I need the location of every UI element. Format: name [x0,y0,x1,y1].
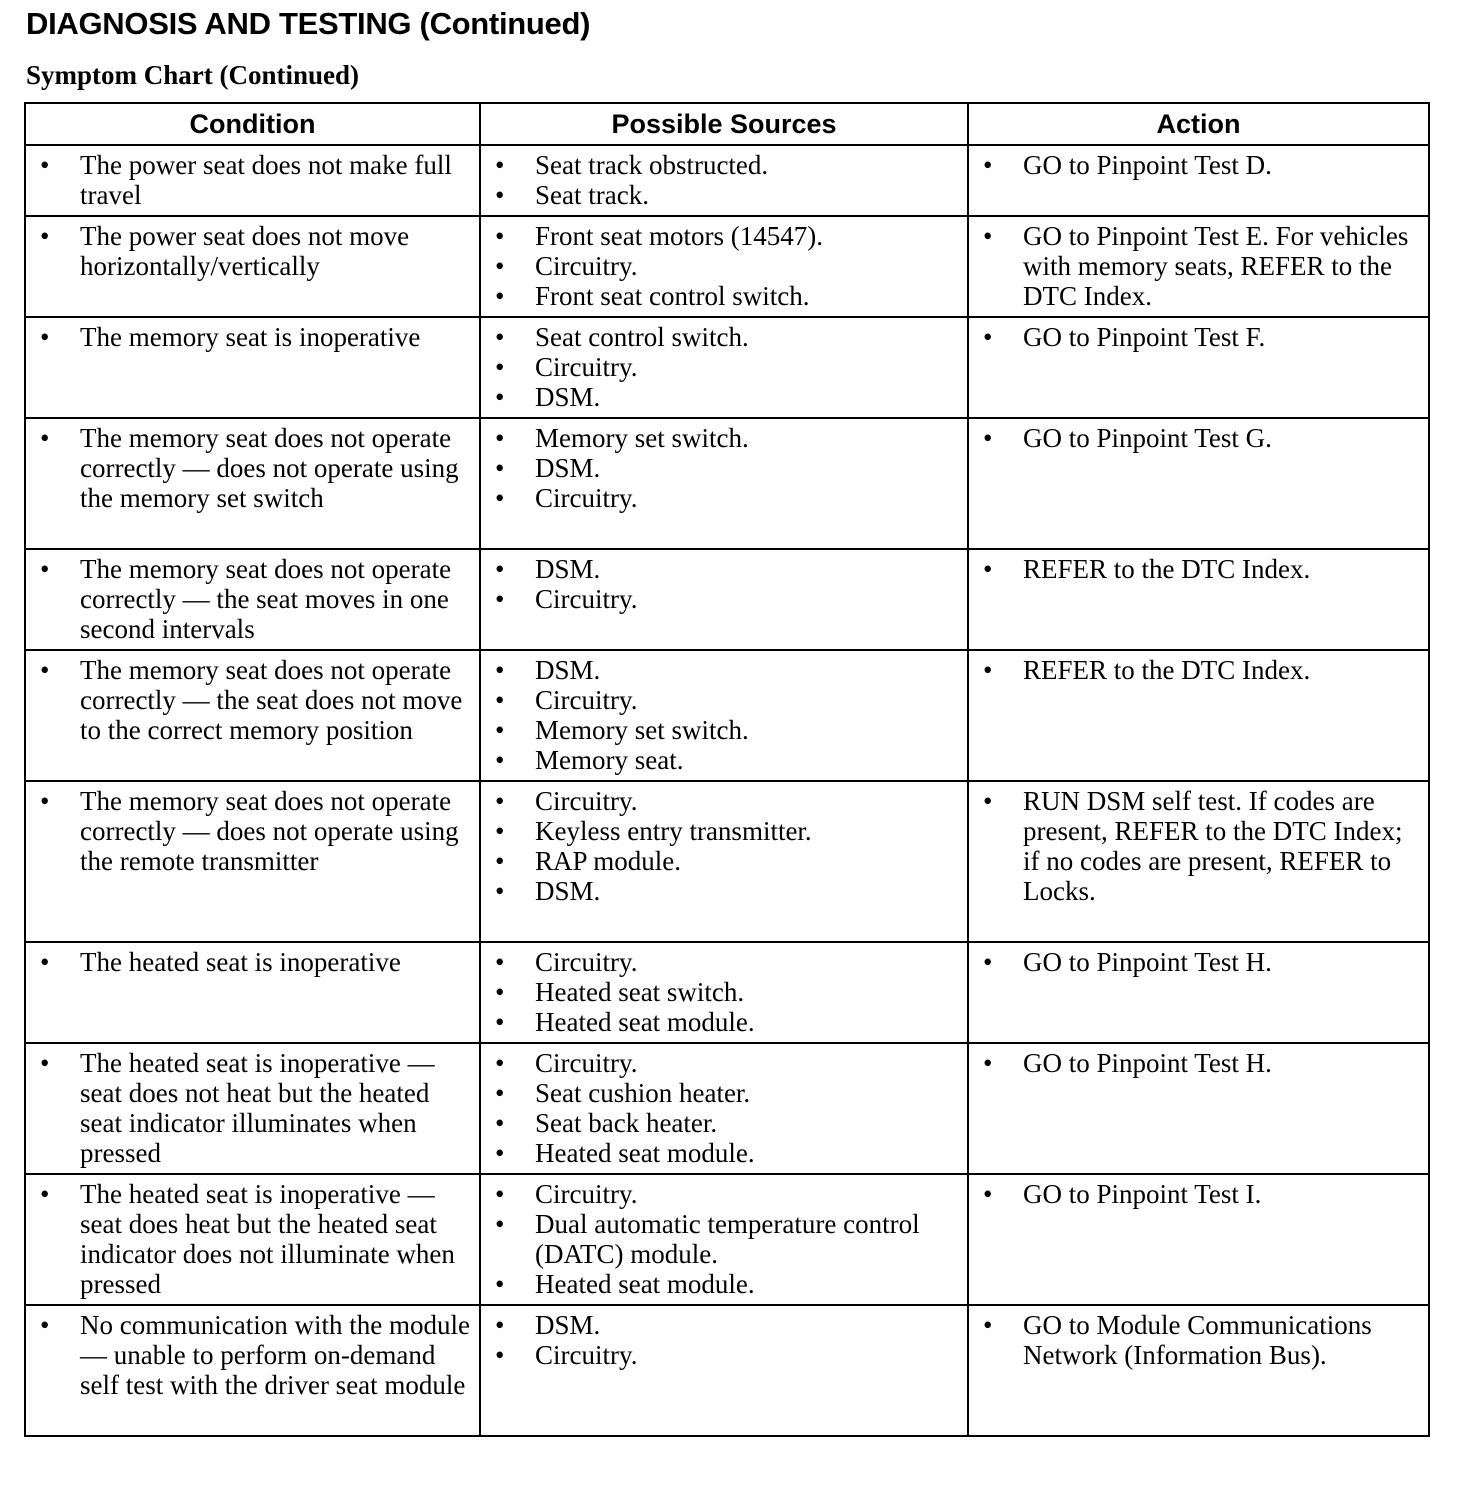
list-item: • The memory seat does not operate correctly — the seat does not move to the correct memory position [34,655,471,745]
column-header-possible-sources: Possible Sources [480,103,968,145]
list-item: • Circuitry. [489,786,959,816]
action-cell [968,216,1429,317]
possible-sources-cell [480,1174,968,1305]
list-item: • Circuitry. [489,947,959,977]
list-item: • Keyless entry transmitter. [489,816,959,846]
possible-sources-cell [480,418,968,549]
table-row [25,549,1429,650]
list-item: • Heated seat switch. [489,977,959,1007]
bullet-list [977,947,1420,977]
bullet-list [34,786,471,876]
list-item: • GO to Pinpoint Test H. [977,1048,1420,1078]
list-item: • RAP module. [489,846,959,876]
symptom-chart-table [24,102,1430,1437]
bullet-list [489,322,959,412]
list-item: • GO to Module Communications Network (Information Bus). [977,1310,1420,1370]
condition-cell [25,317,480,418]
list-item: • Circuitry. [489,584,959,614]
bullet-list [34,655,471,745]
table-row [25,1174,1429,1305]
list-item: • The heated seat is inoperative — seat does not heat but the heated seat indicator illuminates when pressed [34,1048,471,1168]
bullet-list [977,423,1420,453]
bullet-list [977,1310,1420,1370]
bullet-list [489,1179,959,1299]
list-item: • Circuitry. [489,685,959,715]
condition-cell [25,549,480,650]
bullet-list [977,786,1420,906]
condition-cell [25,1043,480,1174]
chart-subheading: Symptom Chart (Continued) [26,60,360,90]
action-cell [968,942,1429,1043]
table-row [25,1043,1429,1174]
possible-sources-cell [480,1043,968,1174]
list-item: • Heated seat module. [489,1269,959,1299]
condition-cell [25,418,480,549]
table-row [25,781,1429,942]
condition-cell [25,781,480,942]
possible-sources-cell [480,650,968,781]
list-item: • The power seat does not move horizontally/vertically [34,221,471,281]
possible-sources-cell [480,145,968,216]
bullet-list [489,1310,959,1370]
condition-cell [25,942,480,1043]
list-item: • Circuitry. [489,1179,959,1209]
bullet-list [489,1048,959,1168]
list-item: • Heated seat module. [489,1007,959,1037]
list-item: • The memory seat is inoperative [34,322,471,352]
column-header-condition: Condition [25,103,480,145]
bullet-list [34,554,471,644]
bullet-list [34,947,471,977]
list-item: • Seat track. [489,180,959,210]
list-item: • GO to Pinpoint Test H. [977,947,1420,977]
possible-sources-cell [480,317,968,418]
list-item: • Memory set switch. [489,715,959,745]
action-cell [968,1305,1429,1436]
table-row [25,145,1429,216]
list-item: • No communication with the module — unable to perform on-demand self test with the driver seat module [34,1310,471,1400]
list-item: • DSM. [489,453,959,483]
bullet-list [977,221,1420,311]
action-cell [968,549,1429,650]
condition-cell [25,145,480,216]
possible-sources-cell [480,216,968,317]
list-item: • DSM. [489,876,959,906]
list-item: • RUN DSM self test. If codes are present, REFER to the DTC Index; if no codes are present, REFER to Locks. [977,786,1420,906]
bullet-list [977,150,1420,180]
bullet-list [977,322,1420,352]
table-row [25,317,1429,418]
page-heading: DIAGNOSIS AND TESTING (Continued) [26,6,591,41]
bullet-list [34,221,471,281]
bullet-list [34,150,471,210]
list-item: • The heated seat is inoperative — seat does heat but the heated seat indicator does not illuminate when pressed [34,1179,471,1299]
list-item: • REFER to the DTC Index. [977,554,1420,584]
bullet-list [34,1179,471,1299]
possible-sources-cell [480,549,968,650]
bullet-list [34,423,471,513]
bullet-list [977,655,1420,685]
action-cell [968,650,1429,781]
bullet-list [489,655,959,775]
list-item: • Circuitry. [489,483,959,513]
list-item: • Circuitry. [489,251,959,281]
condition-cell [25,216,480,317]
possible-sources-cell [480,1305,968,1436]
bullet-list [489,786,959,906]
list-item: • GO to Pinpoint Test E. For vehicles with memory seats, REFER to the DTC Index. [977,221,1420,311]
list-item: • The memory seat does not operate correctly — does not operate using the memory set switch [34,423,471,513]
bullet-list [489,554,959,614]
action-cell [968,418,1429,549]
table-body [25,145,1429,1436]
bullet-list [34,322,471,352]
action-cell [968,1043,1429,1174]
condition-cell [25,1174,480,1305]
table-row [25,942,1429,1043]
action-cell [968,1174,1429,1305]
list-item: • Seat cushion heater. [489,1078,959,1108]
list-item: • Seat track obstructed. [489,150,959,180]
action-cell [968,781,1429,942]
list-item: • Circuitry. [489,1048,959,1078]
table-row [25,216,1429,317]
list-item: • The power seat does not make full travel [34,150,471,210]
list-item: • Seat back heater. [489,1108,959,1138]
list-item: • Heated seat module. [489,1138,959,1168]
table-row [25,1305,1429,1436]
bullet-list [489,947,959,1037]
list-item: • The memory seat does not operate correctly — does not operate using the remote transmitter [34,786,471,876]
table-row [25,418,1429,549]
list-item: • Circuitry. [489,1340,959,1370]
list-item: • Memory seat. [489,745,959,775]
possible-sources-cell [480,942,968,1043]
list-item: • The memory seat does not operate correctly — the seat moves in one second intervals [34,554,471,644]
condition-cell [25,650,480,781]
bullet-list [489,221,959,311]
list-item: • DSM. [489,554,959,584]
bullet-list [489,423,959,513]
list-item: • Seat control switch. [489,322,959,352]
list-item: • Memory set switch. [489,423,959,453]
header-row [25,103,1429,145]
bullet-list [977,1179,1420,1209]
bullet-list [977,1048,1420,1078]
action-cell [968,145,1429,216]
action-cell [968,317,1429,418]
bullet-list [34,1048,471,1168]
list-item: • GO to Pinpoint Test F. [977,322,1420,352]
list-item: • GO to Pinpoint Test D. [977,150,1420,180]
column-header-action: Action [968,103,1429,145]
list-item: • Dual automatic temperature control (DATC) module. [489,1209,959,1269]
list-item: • DSM. [489,655,959,685]
bullet-list [34,1310,471,1400]
list-item: • Front seat motors (14547). [489,221,959,251]
list-item: • Circuitry. [489,352,959,382]
table-row [25,650,1429,781]
list-item: • The heated seat is inoperative [34,947,471,977]
list-item: • Front seat control switch. [489,281,959,311]
list-item: • GO to Pinpoint Test I. [977,1179,1420,1209]
possible-sources-cell [480,781,968,942]
list-item: • DSM. [489,382,959,412]
list-item: • DSM. [489,1310,959,1340]
bullet-list [489,150,959,210]
bullet-list [977,554,1420,584]
list-item: • GO to Pinpoint Test G. [977,423,1420,453]
list-item: • REFER to the DTC Index. [977,655,1420,685]
condition-cell [25,1305,480,1436]
